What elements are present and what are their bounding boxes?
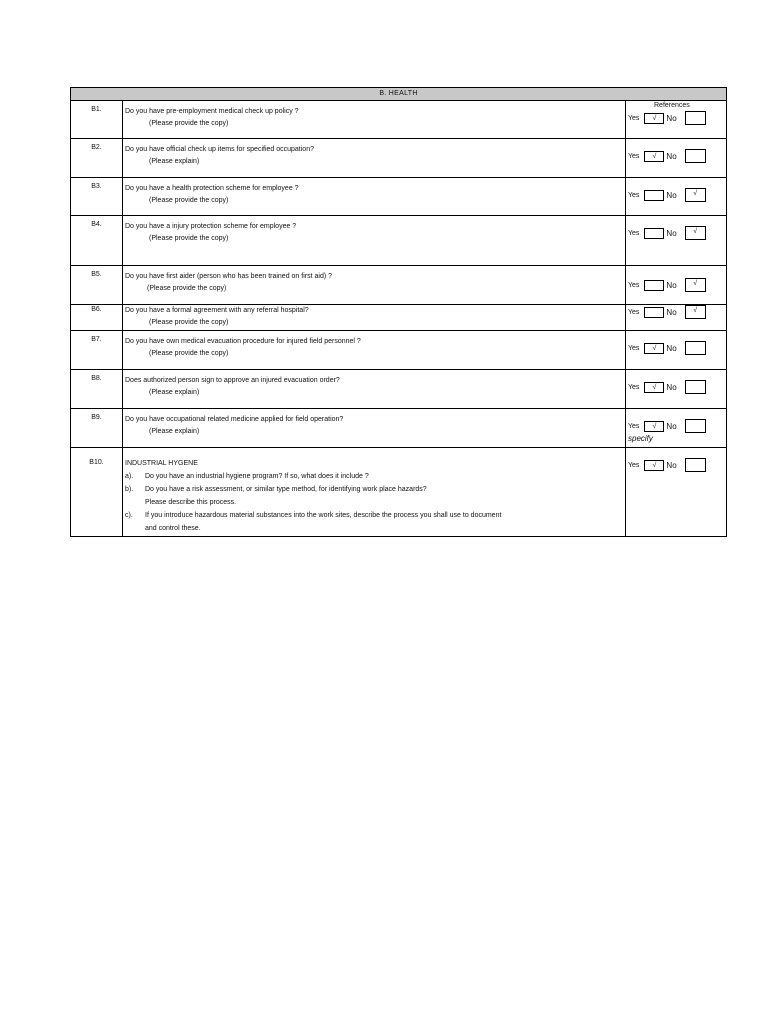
no-label: No (666, 421, 677, 431)
no-label: No (666, 382, 677, 392)
list-marker: b). (125, 486, 134, 493)
question-number: B2. (71, 139, 123, 177)
list-marker: c). (125, 512, 133, 519)
no-checkbox[interactable]: √ (685, 226, 706, 240)
question-text: Do you have own medical evacuation procedure for injured field personnel ? (125, 338, 361, 345)
question-note: (Please provide the copy) (149, 235, 229, 242)
answer-group (628, 380, 706, 394)
answer-group (628, 458, 706, 472)
no-checkbox[interactable]: √ (685, 305, 706, 319)
table-row (71, 216, 726, 266)
question-note: (Please provide the copy) (147, 285, 227, 292)
yes-label: Yes (628, 191, 640, 199)
question-note: (Please explain) (149, 389, 200, 396)
yes-checkbox[interactable]: √ (644, 343, 664, 354)
list-item (125, 509, 625, 522)
no-label: No (666, 228, 677, 238)
list-text: Do you have an industrial hygiene program? If so, what does it include ? (145, 473, 369, 480)
no-checkbox[interactable] (685, 111, 706, 125)
yes-checkbox[interactable]: √ (644, 382, 664, 393)
question-cell (123, 266, 626, 304)
list-marker: a). (125, 473, 134, 480)
question-cell (123, 305, 626, 330)
yes-label: Yes (628, 229, 640, 237)
question-text: Do you have occupational related medicine applied for field operation? (125, 416, 344, 423)
question-note: (Please explain) (149, 158, 200, 165)
answer-cell (626, 305, 726, 330)
health-questionnaire-table (70, 87, 727, 537)
question-note: (Please provide the copy) (149, 120, 229, 127)
answer-cell (626, 216, 726, 265)
yes-checkbox[interactable]: √ (644, 460, 664, 471)
yes-label: Yes (628, 344, 640, 352)
answer-group (628, 226, 706, 240)
question-text: Do you have a formal agreement with any referral hospital? (125, 307, 309, 314)
question-text: Do you have a injury protection scheme for employee ? (125, 223, 297, 230)
no-checkbox[interactable] (685, 380, 706, 394)
question-number: B7. (71, 331, 123, 369)
table-row (71, 331, 726, 370)
yes-label: Yes (628, 308, 640, 316)
no-checkbox[interactable]: √ (685, 278, 706, 292)
list-item (125, 483, 625, 496)
no-checkbox[interactable]: √ (685, 188, 706, 202)
question-cell (123, 448, 626, 536)
answer-cell (626, 331, 726, 369)
answer-group (628, 305, 706, 319)
table-row (71, 305, 726, 331)
list-text: Do you have a risk assessment, or similar type method, for identifying work place hazards? (145, 486, 427, 493)
table-row (71, 266, 726, 305)
no-label: No (666, 307, 677, 317)
answer-cell (626, 139, 726, 177)
question-number: B5. (71, 266, 123, 304)
question-cell (123, 331, 626, 369)
list-item (125, 496, 625, 509)
no-label: No (666, 280, 677, 290)
question-number: B8. (71, 370, 123, 408)
answer-cell (626, 101, 726, 138)
table-row (71, 139, 726, 178)
question-text: Do you have official check up items for specified occupation? (125, 146, 314, 153)
table-row (71, 370, 726, 409)
no-label: No (666, 113, 677, 123)
yes-checkbox[interactable]: √ (644, 113, 664, 124)
specify-label: specify (628, 434, 653, 443)
answer-group (628, 341, 706, 355)
yes-label: Yes (628, 152, 640, 160)
question-note: (Please provide the copy) (149, 197, 229, 204)
yes-label: Yes (628, 114, 640, 122)
question-number: B3. (71, 178, 123, 215)
yes-label: Yes (628, 383, 640, 391)
no-label: No (666, 460, 677, 470)
yes-label: Yes (628, 281, 640, 289)
no-label: No (666, 190, 677, 200)
answer-group (628, 111, 706, 125)
answer-group (628, 188, 706, 202)
question-note: (Please explain) (149, 428, 200, 435)
answer-cell (626, 266, 726, 304)
section-header: B. HEALTH (71, 87, 726, 101)
no-checkbox[interactable] (685, 458, 706, 472)
table-row (71, 101, 726, 139)
list-marker (125, 496, 145, 509)
list-text: Please describe this process. (145, 499, 237, 506)
question-number: B6. (71, 305, 123, 330)
section-title: INDUSTRIAL HYGENE (125, 460, 198, 467)
question-number: B1. (71, 101, 123, 138)
question-cell (123, 409, 626, 447)
list-item (125, 470, 625, 483)
list-marker (125, 522, 145, 535)
question-text: Does authorized person sign to approve an injured evacuation order? (125, 377, 340, 384)
answer-cell (626, 178, 726, 215)
question-cell (123, 139, 626, 177)
answer-cell (626, 448, 726, 536)
question-text: Do you have first aider (person who has been trained on first aid) ? (125, 273, 333, 280)
question-cell (123, 101, 626, 138)
yes-checkbox[interactable]: √ (644, 151, 664, 162)
answer-cell (626, 409, 726, 447)
question-cell (123, 216, 626, 265)
yes-label: Yes (628, 422, 640, 430)
answer-group (628, 278, 706, 292)
answer-group (628, 149, 706, 163)
question-note: (Please provide the copy) (149, 350, 229, 357)
yes-checkbox[interactable] (644, 190, 664, 201)
question-number: B10. (71, 448, 123, 536)
question-number: B4. (71, 216, 123, 265)
list-text: If you introduce hazardous material substances into the work sites, describe the process you shall use to document (145, 512, 502, 519)
yes-checkbox[interactable] (644, 280, 664, 291)
table-row (71, 448, 726, 536)
question-cell (123, 178, 626, 215)
no-checkbox[interactable] (685, 149, 706, 163)
yes-checkbox[interactable] (644, 307, 664, 318)
table-row (71, 409, 726, 448)
yes-checkbox[interactable]: √ (644, 421, 664, 432)
question-text: Do you have pre-employment medical check up policy ? (125, 108, 299, 115)
list-text: and control these. (145, 525, 201, 532)
question-cell (123, 370, 626, 408)
question-note: (Please provide the copy) (149, 319, 229, 326)
list-item (125, 522, 625, 535)
no-checkbox[interactable] (685, 419, 706, 433)
no-label: No (666, 343, 677, 353)
answer-group (628, 419, 706, 433)
no-checkbox[interactable] (685, 341, 706, 355)
question-number: B9. (71, 409, 123, 447)
no-label: No (666, 151, 677, 161)
references-label: References (654, 102, 690, 109)
question-text: Do you have a health protection scheme for employee ? (125, 185, 299, 192)
answer-cell (626, 370, 726, 408)
yes-checkbox[interactable] (644, 228, 664, 239)
table-row (71, 178, 726, 216)
yes-label: Yes (628, 461, 640, 469)
